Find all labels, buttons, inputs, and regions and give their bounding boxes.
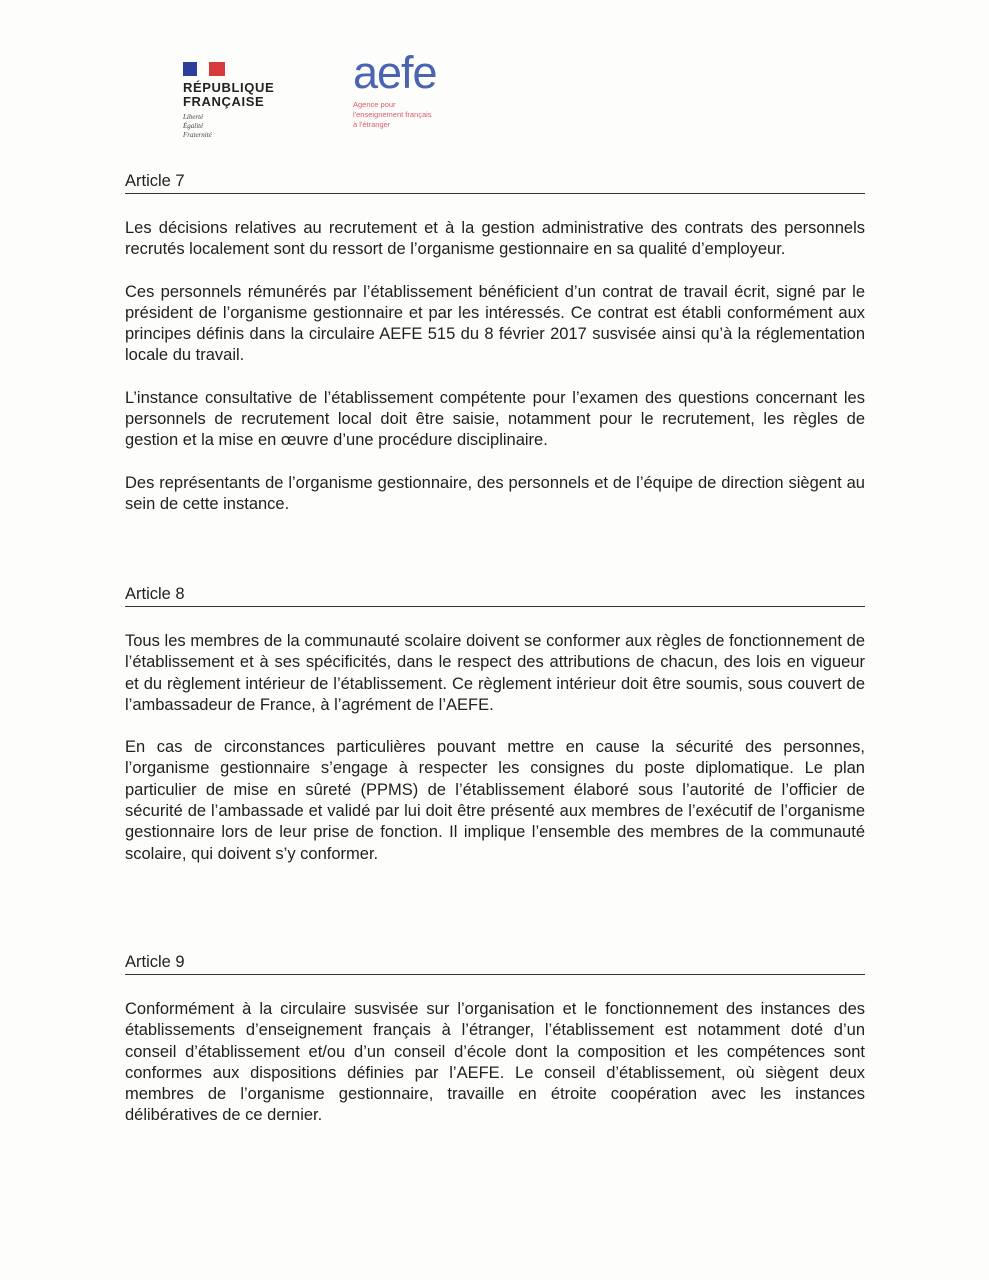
article-body xyxy=(125,218,865,515)
article-body xyxy=(125,999,865,1127)
aefe-wordmark: aefe xyxy=(353,47,437,98)
article-title: Article 7 xyxy=(125,171,865,194)
article-title: Article 9 xyxy=(125,952,865,975)
rf-name: RÉPUBLIQUE FRANÇAISE xyxy=(183,80,275,109)
article-8 xyxy=(125,584,865,865)
rf-motto: Liberté Égalité Fraternité xyxy=(183,113,212,139)
paragraph: Ces personnels rémunérés par l’établissement bénéficient d’un contrat de travail écrit, signé par le président de l’organisme gestionnaire et par les intéressés. Ce contrat est établi conformément aux principes définis dans la circulaire AEFE 515 du 8 février 2017 susvisée ainsi qu’à la réglementation locale du travail. xyxy=(125,282,865,365)
aefe-logo xyxy=(353,47,493,130)
article-title: Article 8 xyxy=(125,584,865,607)
republique-francaise-logo xyxy=(183,62,303,140)
paragraph: Les décisions relatives au recrutement et à la gestion administrative des contrats des personnels recrutés localement sont du ressort de l’organisme gestionnaire en sa qualité d’employeur. xyxy=(125,219,865,259)
aefe-subtitle: Agence pour l'enseignement français à l'étranger xyxy=(353,100,432,129)
paragraph: En cas de circonstances particulières pouvant mettre en cause la sécurité des personnes, l’organisme gestionnaire s’engage à respecter les consignes du poste diplomatique. Le plan particulier de mise en sûreté (PPMS) de l’établissement élaboré sous l’autorité de l’officier de sécurité de l’ambassade et validé par lui doit être présenté aux membres de l’exécutif de l’organisme gestionnaire lors de leur prise de fonction. Il implique l’ensemble des membres de la communauté scolaire, qui doivent s’y conformer. xyxy=(125,738,865,863)
tricolor-flag-icon xyxy=(183,62,225,76)
article-7 xyxy=(125,171,865,515)
paragraph: L’instance consultative de l’établissement compétente pour l’examen des questions concernant les personnels de recrutement local doit être saisie, notamment pour le recrutement, les règles de gestion et la mise en œuvre d’une procédure disciplinaire. xyxy=(125,388,865,450)
article-9 xyxy=(125,952,865,1127)
paragraph: Des représentants de l’organisme gestionnaire, des personnels et de l’équipe de direction siègent au sein de cette instance. xyxy=(125,473,865,513)
paragraph: Tous les membres de la communauté scolaire doivent se conformer aux règles de fonctionnement de l’établissement et à ses spécificités, dans le respect des attributions de chacun, des lois en vigueur et du règlement intérieur de l’établissement. Ce règlement intérieur doit être soumis, sous couvert de l’ambassadeur de France, à l’agrément de l’AEFE. xyxy=(125,632,865,714)
article-body xyxy=(125,631,865,865)
paragraph: Conformément à la circulaire susvisée sur l’organisation et le fonctionnement des instances des établissements d’enseignement français à l’étranger, l’établissement est notamment doté d’un conseil d’établissement et/ou d’un conseil d’école dont la composition et les compétences sont conformes aux dispositions définies par l’AEFE. Le conseil d’établissement, où siègent deux membres de l’organisme gestionnaire, travaille en étroite coopération avec les instances délibératives de ce dernier. xyxy=(125,1000,865,1125)
